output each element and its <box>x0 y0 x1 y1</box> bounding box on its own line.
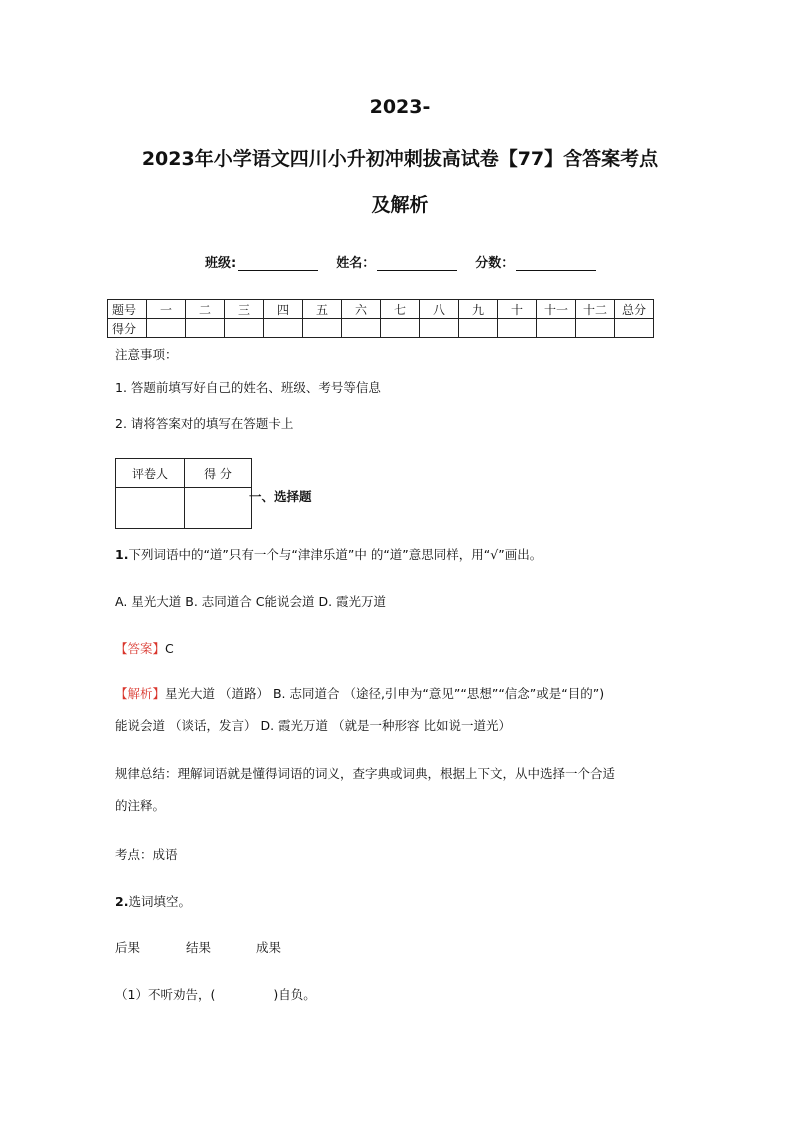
question-2-sub-1 <box>115 985 316 1003</box>
sub1-prefix: （1）不听劝告，( <box>115 987 216 1002</box>
question-1-answer <box>115 639 174 657</box>
answer-label: 【答案】 <box>115 641 166 656</box>
score-cell[interactable] <box>147 319 186 338</box>
notes-item-1: 1. 答题前填写好自己的姓名、班级、考号等信息 <box>115 380 381 395</box>
col-cell: 十一 <box>537 300 576 319</box>
question-2-text: 选词填空。 <box>128 894 191 909</box>
title-line-3: 及解析 <box>371 194 429 216</box>
question-1-options: A. 星光大道 B. 志同道合 C能说会道 D. 霞光万道 <box>115 594 387 609</box>
col-cell: 一 <box>147 300 186 319</box>
title-line-2: 2023年小学语文四川小升初冲刺拔高试卷【77】含答案考点 <box>141 148 659 170</box>
score-field[interactable] <box>475 252 596 271</box>
question-2-number: 2. <box>115 894 129 909</box>
word-choice-1: 后果 <box>115 940 141 955</box>
score-label: 分数： <box>475 256 515 271</box>
score-cell[interactable] <box>420 319 459 338</box>
student-info-fields <box>205 252 596 271</box>
col-cell: 五 <box>303 300 342 319</box>
title-line-1: 2023- <box>369 96 431 118</box>
name-label: 姓名： <box>336 256 376 271</box>
score-table-header-row <box>108 300 654 319</box>
col-cell: 七 <box>381 300 420 319</box>
score-cell[interactable] <box>459 319 498 338</box>
score-table-score-row <box>108 319 654 338</box>
score-table <box>107 299 654 338</box>
rule-summary-line-2: 的注释。 <box>115 798 166 813</box>
grader-cell[interactable] <box>116 488 185 529</box>
col-cell: 总分 <box>615 300 654 319</box>
question-1-analysis-line-1 <box>115 684 604 702</box>
name-blank[interactable] <box>377 256 457 271</box>
score-blank[interactable] <box>516 256 596 271</box>
col-cell: 十二 <box>576 300 615 319</box>
notes-heading: 注意事项： <box>115 347 178 362</box>
score-cell[interactable] <box>186 319 225 338</box>
grader-score-cell[interactable] <box>185 488 252 529</box>
score-cell[interactable] <box>498 319 537 338</box>
analysis-text-1: 星光大道 （道路） B. 志同道合 （途径,引申为“意见”“思想”“信念”或是“目的”) <box>165 686 605 701</box>
class-blank[interactable] <box>238 256 318 271</box>
class-label: 班级: <box>205 256 237 271</box>
class-field[interactable] <box>205 252 318 271</box>
question-2 <box>115 892 191 910</box>
col-cell: 九 <box>459 300 498 319</box>
section-heading: 一、选择题 <box>249 489 312 504</box>
score-cell[interactable] <box>342 319 381 338</box>
question-1-text: 下列词语中的“道”只有一个与“津津乐道”中 的“道”意思同样，用“√”画出。 <box>128 547 543 562</box>
score-cell[interactable] <box>381 319 420 338</box>
score-cell[interactable] <box>264 319 303 338</box>
grader-col-label: 评卷人 <box>116 459 185 488</box>
analysis-label: 【解析】 <box>115 686 166 701</box>
sub1-suffix: )自负。 <box>273 987 316 1002</box>
grader-table <box>115 458 252 529</box>
col-cell: 十 <box>498 300 537 319</box>
score-cell[interactable] <box>615 319 654 338</box>
score-label-cell: 得分 <box>108 319 147 338</box>
answer-value: C <box>165 641 174 656</box>
notes-item-2: 2. 请将答案对的填写在答题卡上 <box>115 416 294 431</box>
question-1-analysis-line-2: 能说会道 （谈话，发言） D. 霞光万道 （就是一种形容 比如说一道光） <box>115 718 511 733</box>
question-1 <box>115 545 542 563</box>
score-cell[interactable] <box>576 319 615 338</box>
exam-point: 考点：成语 <box>115 847 178 862</box>
score-cell[interactable] <box>537 319 576 338</box>
score-cell[interactable] <box>303 319 342 338</box>
word-choice-2: 结果 <box>186 940 212 955</box>
col-cell: 三 <box>225 300 264 319</box>
score-col-label: 得 分 <box>185 459 252 488</box>
col-cell: 二 <box>186 300 225 319</box>
word-choice-3: 成果 <box>256 940 282 955</box>
question-1-number: 1. <box>115 547 129 562</box>
score-cell[interactable] <box>225 319 264 338</box>
name-field[interactable] <box>336 252 457 271</box>
header-label-cell: 题号 <box>108 300 147 319</box>
rule-summary-line-1: 规律总结：理解词语就是懂得词语的词义，查字典或词典，根据上下文，从中选择一个合适 <box>115 766 616 781</box>
col-cell: 八 <box>420 300 459 319</box>
col-cell: 六 <box>342 300 381 319</box>
col-cell: 四 <box>264 300 303 319</box>
